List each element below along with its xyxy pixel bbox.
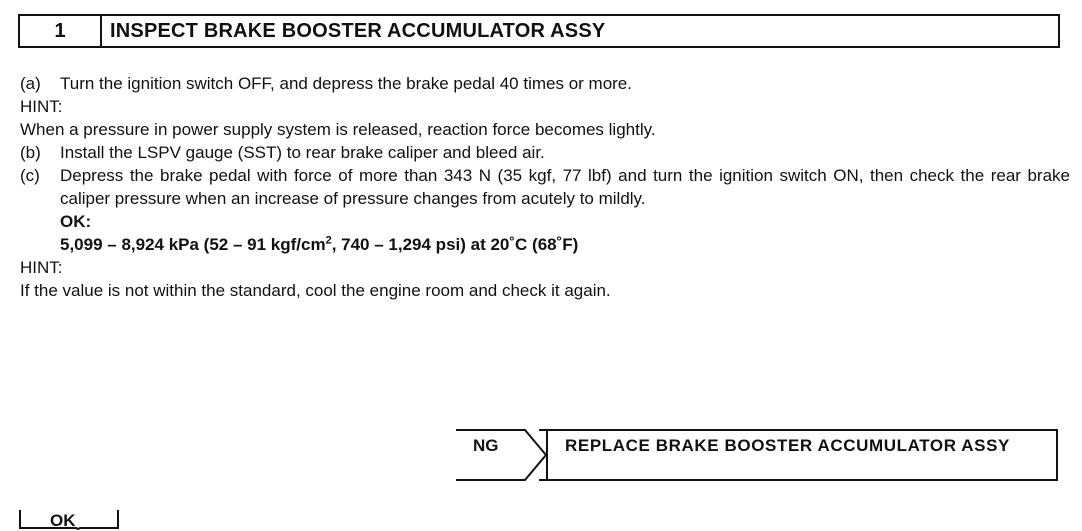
- step-b-label: (b): [20, 143, 41, 162]
- step-header: [18, 14, 1060, 48]
- step-b: [20, 141, 1070, 164]
- ng-action: REPLACE BRAKE BOOSTER ACCUMULATOR ASSY: [565, 436, 1010, 455]
- hint-2-label: HINT:: [20, 258, 63, 277]
- ng-label: NG: [473, 436, 499, 455]
- ok-branch-arrow: [18, 508, 138, 530]
- step-c-label: (c): [20, 166, 40, 185]
- step-c: [20, 164, 1070, 210]
- step-number: 1: [20, 16, 102, 46]
- pressure-spec: [20, 233, 1070, 256]
- step-a: [20, 72, 1070, 95]
- hint-1-label: HINT:: [20, 97, 63, 116]
- step-a-text: Turn the ignition switch OFF, and depress the brake pedal 40 times or more.: [60, 74, 632, 93]
- spec-part-2: , 740 – 1,294 psi) at 20˚C (68˚F): [331, 235, 579, 254]
- spec-superscript: 2: [325, 234, 332, 247]
- hint-1-text: When a pressure in power supply system is released, reaction force becomes lightly.: [20, 120, 656, 139]
- ok-heading: OK:: [60, 212, 92, 231]
- hint-2-text: If the value is not within the standard, cool the engine room and check it again.: [20, 281, 611, 300]
- step-c-text: Depress the brake pedal with force of more than 343 N (35 kgf, 77 lbf) and turn the ignition switch ON, then check the rear brake caliper pressure when an increase of pressure changes from acutely to mildly.: [60, 166, 1070, 208]
- ng-branch: [455, 428, 1060, 488]
- step-a-label: (a): [20, 74, 41, 93]
- spec-part-1: 5,099 – 8,924 kPa (52 – 91 kgf/cm: [60, 235, 326, 254]
- ok-branch-label: OK: [50, 511, 76, 530]
- procedure-body: [20, 72, 1070, 302]
- step-b-text: Install the LSPV gauge (SST) to rear brake caliper and bleed air.: [60, 143, 545, 162]
- step-title: INSPECT BRAKE BOOSTER ACCUMULATOR ASSY: [110, 19, 606, 42]
